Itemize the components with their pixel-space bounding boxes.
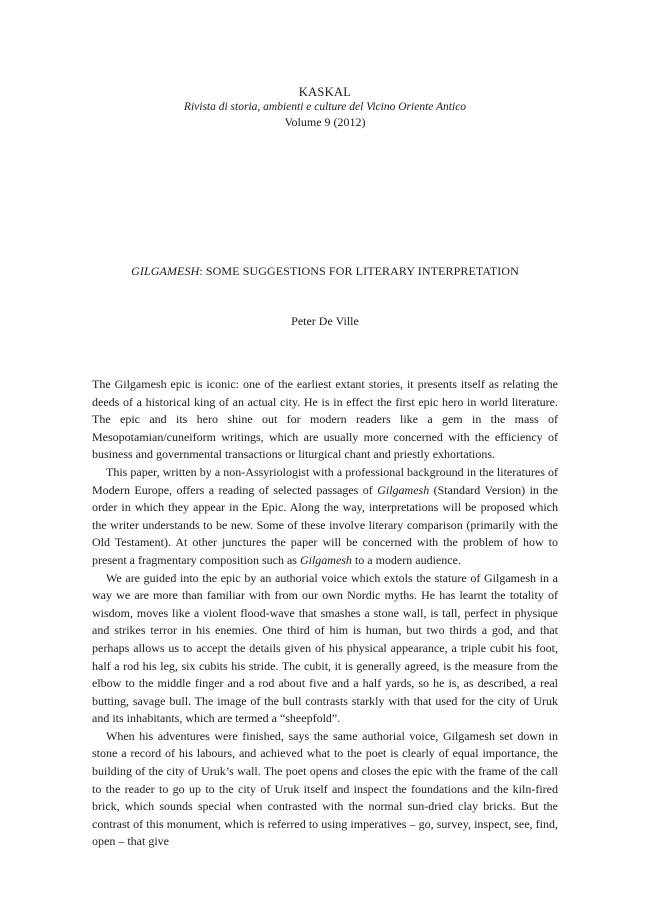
article-title <box>0 264 650 279</box>
article-title-italic: GILGAMESH <box>131 264 200 278</box>
journal-subtitle: Rivista di storia, ambienti e culture del Vicino Oriente Antico <box>183 101 467 113</box>
body-paragraph-3: We are guided into the epic by an authorial voice which extols the stature of Gilgamesh in a way we are more than familiar with from our own Nordic myths. He has learnt the totality of wisdom, moves like a violent flood-wave that smashes a stone wall, is tall, perfect in physique and strikes terror in his enemies. One third of him is human, but two thirds a god, and that perhaps allows us to accept the details given of his physical appearance, a triple cubit his foot, half a rod his leg, six cubits his stride. The cubit, it is generally agreed, is the measure from the elbow to the middle finger and a rod about five and a half yards, so he is, as described, a real butting, savage bull. The image of the bull contrasts starkly with that used for the city of Uruk and its inhabitants, which are termed a “sheepfold”. <box>92 570 558 726</box>
body-paragraph-2-italic-1: Gilgamesh <box>377 482 430 497</box>
body-paragraph-2 <box>92 464 558 570</box>
article-author: Peter De Ville <box>291 314 359 328</box>
article-body <box>92 376 558 851</box>
journal-volume: Volume 9 (2012) <box>284 115 366 129</box>
journal-masthead <box>0 85 650 130</box>
body-paragraph-4: When his adventures were finished, says the same authorial voice, Gilgamesh set down in stone a record of his labours, and achieved what to the poet is clearly of equal importance, the building of the city of Uruk’s wall. The poet opens and closes the epic with the frame of the call to the reader to go up to the city of Uruk itself and inspect the foundations and the kiln-fired brick, which sounds special when contrasted with the normal sun-dried clay bricks. But the contrast of this monument, which is referred to using imperatives – go, survey, inspect, see, find, open – that give <box>92 728 558 849</box>
body-paragraph-2-text-b: (Standard Version) in the order in which they appear in the Epic. Along the way, interpretations will be proposed which the writer understands to be new. Some of these involve literary comparison (primarily with the Old Testament). At other junctures the paper will be concerned with the problem of how to present a fragmentary composition such as <box>92 482 559 567</box>
body-paragraph-2-italic-2: Gilgamesh <box>299 552 352 567</box>
journal-name: KASKAL <box>298 85 352 99</box>
article-title-rest: : SOME SUGGESTIONS FOR LITERARY INTERPRETATION <box>199 264 519 278</box>
body-paragraph-1: The Gilgamesh epic is iconic: one of the earliest extant stories, it presents itself as relating the deeds of a historical king of an actual city. He is in effect the first epic hero in world literature. The epic and its hero shine out for modern readers like a gem in the mass of Mesopotamian/cuneiform writings, which are usually more concerned with the efficiency of business and governmental transactions or liturgical chant and priestly exhortations. <box>92 377 558 462</box>
body-paragraph-2-text-a: This paper, written by a non-Assyriologist with a professional background in the literatures of Modern Europe, offers a reading of selected passages of <box>92 464 558 497</box>
body-paragraph-2-text-c: to a modern audience. <box>351 552 461 567</box>
